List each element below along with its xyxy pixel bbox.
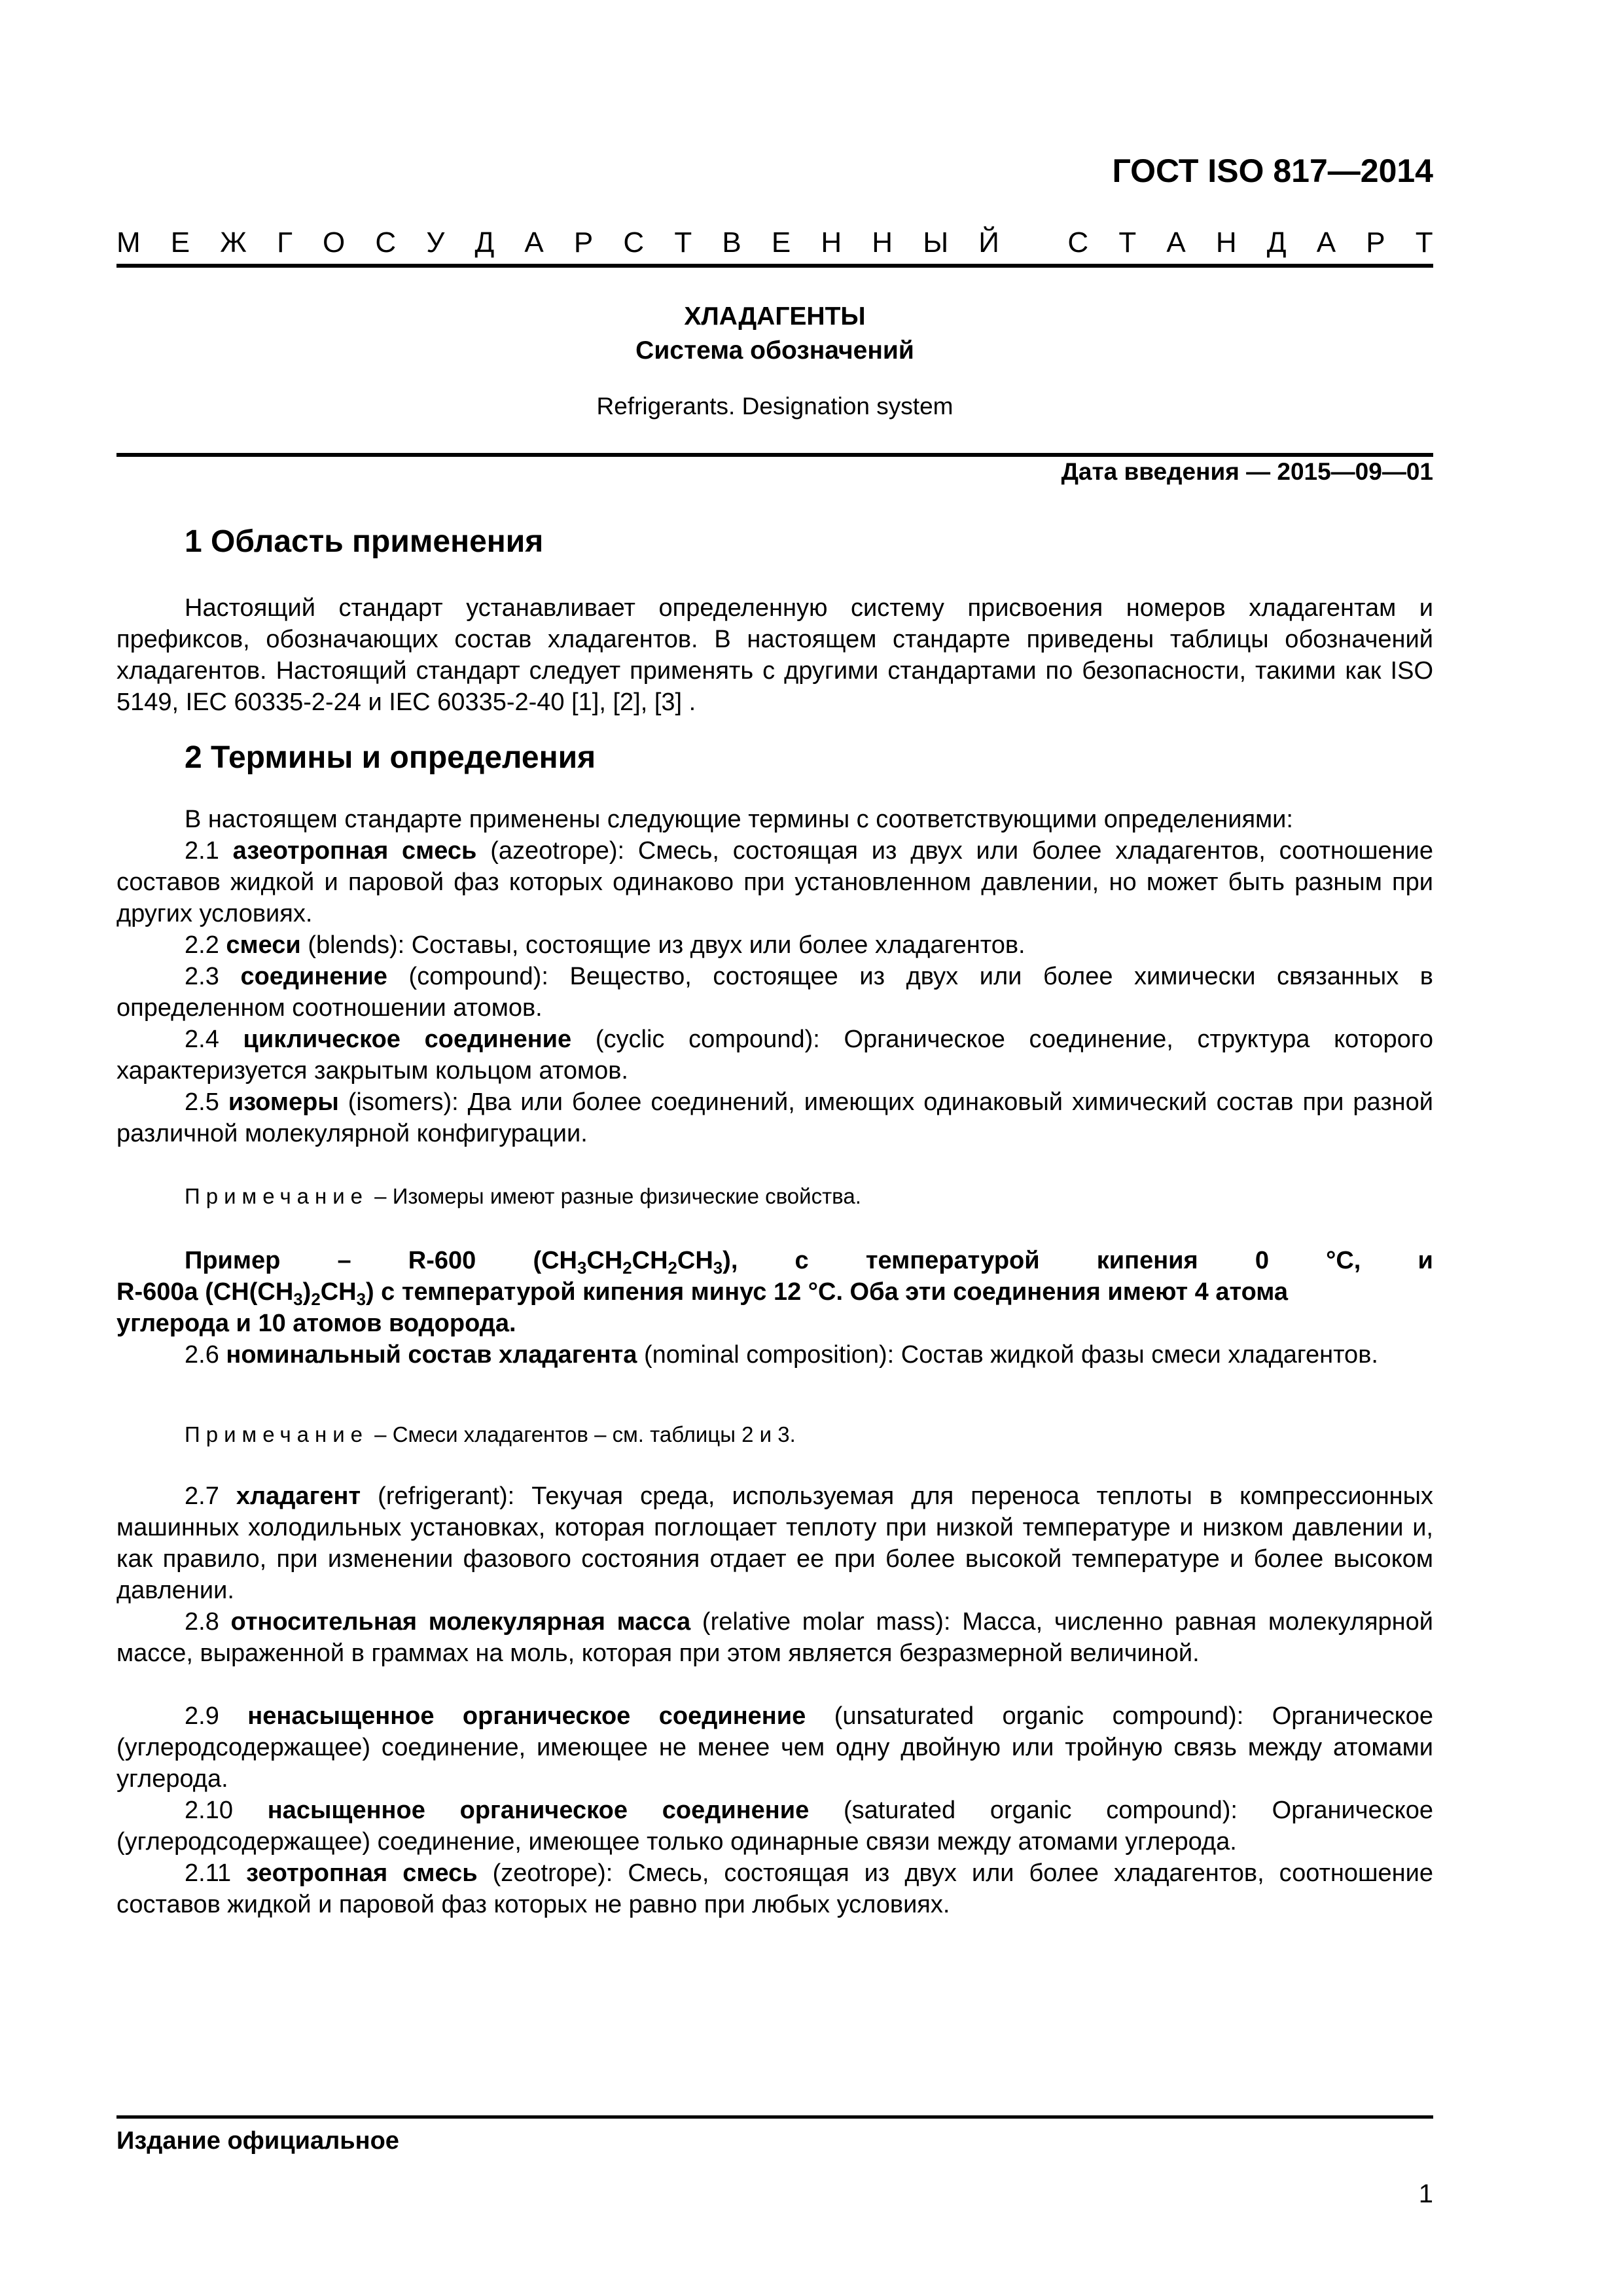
term-number: 2.3 bbox=[185, 963, 219, 990]
example-line-1 bbox=[185, 1245, 1433, 1276]
term-definition: (saturated organic compound): Органическое (углеродсодержащее) соединение, имеющее только одинарные связи между атомами углерода. bbox=[116, 1797, 1433, 1856]
example-word: кипения bbox=[1096, 1247, 1198, 1274]
formula-part: R-600a (CH(CH bbox=[116, 1278, 294, 1306]
term-name: азеотропная смесь bbox=[232, 837, 477, 865]
term-number: 2.2 bbox=[185, 931, 219, 959]
term-definition: (blends): Составы, состоящие из двух или более хладагентов. bbox=[308, 931, 1026, 959]
formula-sub: 3 bbox=[293, 1290, 303, 1309]
term-definition: (refrigerant): Текучая среда, используемая для переноса теплоты в компрессионных машинных холодильных установках, которая поглощает теплоту при низкой температуре и низком давлении и, как правило, при изменении фазового состояния отдает ее при более высокой температуре и более высоком давлении. bbox=[116, 1482, 1433, 1604]
example-word: с bbox=[794, 1247, 809, 1274]
term-2-2 bbox=[116, 929, 1433, 961]
example-word: Пример bbox=[185, 1247, 281, 1274]
term-2-3 bbox=[116, 961, 1433, 1024]
note-1 bbox=[185, 1182, 1433, 1211]
example-line-2 bbox=[116, 1276, 1433, 1308]
std-type-letter: Г bbox=[277, 226, 293, 259]
term-definition: (unsaturated organic compound): Органическое (углеродсодержащее) соединение, имеющее не менее чем одну двойную или тройную связь между атомами углерода. bbox=[116, 1702, 1434, 1793]
term-number: 2.9 bbox=[185, 1702, 219, 1730]
term-name: зеотропная смесь bbox=[246, 1859, 478, 1887]
term-name: соединение bbox=[240, 963, 387, 990]
title-english: Refrigerants. Designation system bbox=[596, 393, 954, 420]
official-edition-label: Издание официальное bbox=[116, 2127, 399, 2155]
example-formula bbox=[533, 1245, 738, 1276]
term-number: 2.1 bbox=[185, 837, 219, 865]
section-1-text: Настоящий стандарт устанавливает определенную систему присвоения номеров хладагентам и префиксов, обозначающих состав хладагентов. В настоящем стандарте приведены таблицы обозначений хладагентов. Настоящий стандарт следует применять с другими стандартами по безопасности, такими как ISO 5149, IEC 60335-2-24 и IEC 60335-2-40 [1], [2], [3] . bbox=[116, 594, 1433, 716]
std-type-letter: Р bbox=[1366, 226, 1385, 259]
term-2-5 bbox=[116, 1086, 1433, 1149]
term-definition: (isomers): Два или более соединений, имеющих одинаковый химический состав при разной различной молекулярной конфигурации. bbox=[116, 1088, 1434, 1147]
formula-part: (CH bbox=[533, 1247, 577, 1274]
term-name: ненасыщенное органическое соединение bbox=[247, 1702, 806, 1730]
term-number: 2.11 bbox=[185, 1859, 232, 1887]
term-definition: (compound): Вещество, состоящее из двух или более химически связанных в определенном соотношении атомов. bbox=[116, 963, 1433, 1022]
term-number: 2.8 bbox=[185, 1608, 219, 1636]
standard-type-heading bbox=[116, 226, 1433, 259]
section-2-intro: В настоящем стандарте применены следующие термины с соответствующими определениями: bbox=[185, 806, 1293, 833]
formula-sub: 3 bbox=[356, 1290, 366, 1309]
term-number: 2.10 bbox=[185, 1797, 233, 1824]
section-1-heading: 1 Область применения bbox=[185, 524, 544, 559]
term-name: номинальный состав хладагента bbox=[226, 1341, 637, 1369]
std-type-letter: А bbox=[1316, 226, 1336, 259]
footer-divider bbox=[116, 2115, 1433, 2119]
term-definition: (zeotrope): Смесь, состоящая из двух или более хладагентов, соотношение составов жидкой и паровой фаз которых не равно при любых условиях. bbox=[116, 1859, 1433, 1918]
formula-part: ) bbox=[302, 1278, 312, 1306]
example-word: – bbox=[337, 1247, 351, 1274]
example-word: 0 bbox=[1255, 1247, 1270, 1274]
std-type-letter: Е bbox=[771, 226, 791, 259]
term-definition: (cyclic compound): Органическое соединение, структура которого характеризуется закрытым кольцом атомов. bbox=[116, 1026, 1433, 1085]
section-2-heading: 2 Термины и определения bbox=[185, 740, 596, 775]
std-type-letter: Ж bbox=[220, 226, 247, 259]
title-divider bbox=[116, 453, 1433, 457]
formula-part: ), bbox=[722, 1247, 738, 1274]
term-name: насыщенное органическое соединение bbox=[267, 1797, 810, 1824]
introduction-date: Дата введения — 2015—09—01 bbox=[1061, 458, 1433, 485]
std-type-letter: А bbox=[524, 226, 544, 259]
header-divider bbox=[116, 264, 1433, 268]
std-type-letter: Т bbox=[1415, 226, 1433, 259]
term-2-1 bbox=[116, 835, 1433, 929]
example-word: и bbox=[1418, 1247, 1433, 1274]
std-type-gap bbox=[1029, 226, 1037, 259]
formula-part: CH bbox=[677, 1247, 713, 1274]
formula-sub: 2 bbox=[622, 1259, 632, 1278]
note-label: Примечание bbox=[185, 1184, 369, 1208]
std-type-letter: Н bbox=[872, 226, 893, 259]
formula-part: ) с температурой кипения минус 12 °С. Оба эти соединения имеют 4 атома bbox=[365, 1278, 1289, 1306]
std-type-letter: Й bbox=[978, 226, 999, 259]
formula-sub: 2 bbox=[668, 1259, 677, 1278]
formula-sub: 3 bbox=[577, 1259, 587, 1278]
std-type-letter: Н bbox=[821, 226, 842, 259]
std-type-letter: Д bbox=[1266, 226, 1287, 259]
term-name: относительная молекулярная масса bbox=[230, 1608, 691, 1636]
formula-sub: 3 bbox=[713, 1259, 723, 1278]
term-number: 2.6 bbox=[185, 1341, 219, 1369]
term-name: смеси bbox=[226, 931, 301, 959]
term-2-10 bbox=[116, 1795, 1433, 1857]
std-type-letter: Н bbox=[1215, 226, 1237, 259]
title-ru-line1: ХЛАДАГЕНТЫ bbox=[684, 302, 866, 331]
term-name: изомеры bbox=[228, 1088, 339, 1116]
term-definition: (relative molar mass): Масса, численно равная молекулярной массе, выраженной в граммах на моль, которая при этом является безразмерной величиной. bbox=[116, 1608, 1434, 1667]
term-number: 2.5 bbox=[185, 1088, 219, 1116]
example-line-3: углерода и 10 атомов водорода. bbox=[116, 1310, 516, 1337]
std-type-letter: Т bbox=[1118, 226, 1137, 259]
term-definition: (nominal composition): Состав жидкой фазы смеси хладагентов. bbox=[643, 1341, 1378, 1369]
note-text: – Смеси хладагентов – см. таблицы 2 и 3. bbox=[368, 1422, 796, 1446]
formula-part: CH bbox=[632, 1247, 668, 1274]
std-type-letter: Т bbox=[674, 226, 692, 259]
note-2 bbox=[185, 1420, 1433, 1449]
title-ru-line2: Система обозначений bbox=[635, 336, 914, 365]
formula-part: CH bbox=[586, 1247, 623, 1274]
std-type-letter: С bbox=[1067, 226, 1089, 259]
std-type-letter: Р bbox=[573, 226, 594, 259]
std-type-letter: Д bbox=[474, 226, 495, 259]
std-type-letter: О bbox=[323, 226, 346, 259]
example-word: температурой bbox=[865, 1247, 1040, 1274]
term-number: 2.4 bbox=[185, 1026, 219, 1053]
term-2-11 bbox=[116, 1857, 1433, 1920]
term-definition: (azeotrope): Смесь, состоящая из двух или более хладагентов, соотношение составов жидкой и паровой фаз которых одинаково при установленном давлении, но может быть разным при других условиях. bbox=[116, 837, 1433, 927]
std-type-letter: Ы bbox=[923, 226, 949, 259]
term-2-8 bbox=[116, 1606, 1433, 1669]
std-type-letter: В bbox=[722, 226, 741, 259]
term-name: циклическое соединение bbox=[243, 1026, 572, 1053]
term-2-6 bbox=[116, 1339, 1433, 1371]
example-word: °С, bbox=[1326, 1247, 1361, 1274]
formula-sub: 2 bbox=[311, 1290, 321, 1309]
standard-number: ГОСТ ISO 817—2014 bbox=[1112, 152, 1433, 189]
term-2-4 bbox=[116, 1024, 1433, 1086]
term-name: хладагент bbox=[236, 1482, 361, 1510]
std-type-letter: У bbox=[426, 226, 445, 259]
page-number: 1 bbox=[1418, 2179, 1433, 2208]
formula-part: CH bbox=[320, 1278, 357, 1306]
std-type-letter: А bbox=[1166, 226, 1186, 259]
std-type-letter: Е bbox=[170, 226, 190, 259]
std-type-letter: С bbox=[375, 226, 397, 259]
note-label: Примечание bbox=[185, 1422, 369, 1446]
document-title bbox=[116, 300, 1433, 368]
term-2-7 bbox=[116, 1480, 1433, 1606]
example-word: R-600 bbox=[408, 1247, 476, 1274]
std-type-letter: С bbox=[623, 226, 645, 259]
std-type-letter: М bbox=[116, 226, 141, 259]
term-number: 2.7 bbox=[185, 1482, 219, 1510]
note-text: – Изомеры имеют разные физические свойства. bbox=[368, 1184, 861, 1208]
term-2-9 bbox=[116, 1700, 1433, 1795]
